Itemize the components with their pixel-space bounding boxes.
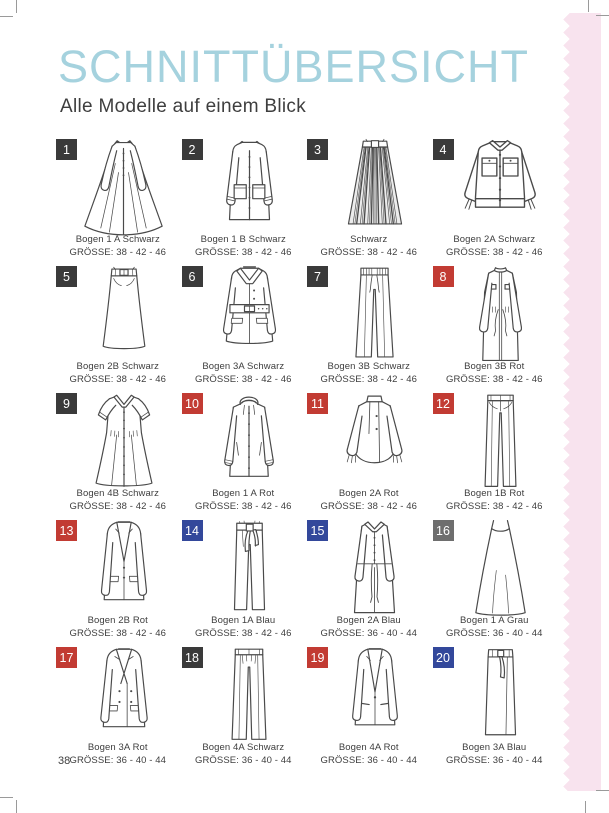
strip-fill — [571, 13, 601, 791]
page-number: 38 — [58, 755, 71, 767]
item-number-badge: 9 — [56, 393, 77, 414]
garment-figure — [444, 265, 558, 367]
pattern-item — [55, 265, 181, 392]
crop-mark — [0, 16, 13, 17]
item-caption-size: GRÖSSE: 38 - 42 - 46 — [69, 246, 166, 258]
double-breasted-blazer-drawing — [79, 646, 169, 730]
aline-skirt-drawing — [79, 265, 169, 353]
straight-coat-drawing — [203, 138, 296, 224]
hooded-coat-drawing — [203, 392, 295, 480]
item-number-badge: 17 — [56, 647, 77, 668]
item-caption-name: Bogen 4A Rot — [338, 742, 399, 753]
pattern-item — [432, 646, 558, 773]
item-caption-name: Bogen 2A Rot — [338, 488, 399, 499]
item-number-badge: 15 — [307, 520, 328, 541]
item-caption-name: Bogen 1B Rot — [464, 488, 525, 499]
pencil-skirt-drawing — [455, 646, 546, 738]
pattern-item — [306, 646, 432, 773]
garment-figure — [318, 265, 432, 367]
pattern-item — [306, 392, 432, 519]
stand-collar-shirt-drawing — [328, 392, 421, 466]
item-caption-name: Bogen 3B Schwarz — [327, 361, 410, 372]
garment-figure — [67, 392, 181, 494]
one-button-blazer-drawing — [330, 646, 420, 728]
item-caption-name: Bogen 3A Schwarz — [202, 361, 285, 372]
item-number-badge: 7 — [307, 266, 328, 287]
item-caption-size: GRÖSSE: 38 - 42 - 46 — [445, 373, 543, 385]
garment-figure — [193, 519, 307, 621]
pattern-item — [55, 392, 181, 519]
pattern-item — [306, 265, 432, 392]
pattern-item — [306, 519, 432, 646]
item-caption-size: GRÖSSE: 36 - 40 - 44 — [320, 627, 417, 639]
crop-mark — [585, 801, 586, 813]
pattern-item — [55, 519, 181, 646]
two-button-blazer-drawing — [79, 519, 169, 603]
item-caption-name: Bogen 3A Rot — [87, 742, 148, 753]
item-caption-name: Schwarz — [350, 234, 388, 245]
item-number-badge: 12 — [433, 393, 454, 414]
item-caption-name: Bogen 1 A Schwarz — [75, 234, 160, 245]
pattern-item — [432, 265, 558, 392]
item-caption-size: GRÖSSE: 38 - 42 - 46 — [445, 246, 543, 258]
belted-jacket-drawing — [204, 265, 295, 347]
item-caption-size: GRÖSSE: 38 - 42 - 46 — [69, 500, 166, 512]
item-caption-name: Bogen 2B Schwarz — [76, 361, 159, 372]
garment-figure — [318, 138, 432, 240]
item-number-badge: 11 — [307, 393, 328, 414]
pattern-item — [432, 138, 558, 265]
item-caption-size: GRÖSSE: 38 - 42 - 46 — [194, 373, 292, 385]
item-number-badge: 6 — [182, 266, 203, 287]
item-caption-name: Bogen 4A Schwarz — [202, 742, 285, 753]
pattern-item — [181, 392, 307, 519]
item-number-badge: 3 — [307, 139, 328, 160]
garment-figure — [444, 392, 558, 494]
zigzag-edge — [563, 13, 571, 791]
pattern-grid — [55, 138, 557, 773]
crop-mark — [596, 790, 609, 791]
item-number-badge: 10 — [182, 393, 203, 414]
pleated-skirt-drawing — [330, 138, 420, 228]
item-caption-size: GRÖSSE: 36 - 40 - 44 — [445, 627, 543, 639]
drawstring-coat-drawing — [455, 265, 546, 365]
item-caption-name: Bogen 1 B Schwarz — [200, 234, 286, 245]
garment-figure — [67, 138, 181, 240]
item-number-badge: 16 — [433, 520, 454, 541]
item-caption-size: GRÖSSE: 36 - 40 - 44 — [320, 754, 417, 766]
item-caption-size: GRÖSSE: 38 - 42 - 46 — [320, 500, 417, 512]
garment-figure — [318, 519, 432, 621]
item-number-badge: 20 — [433, 647, 454, 668]
pattern-item — [181, 646, 307, 773]
shirtdress-drawing — [328, 519, 421, 617]
garment-figure — [444, 519, 558, 621]
page-subtitle: Alle Modelle auf einem Blick — [60, 96, 307, 117]
item-caption-name: Bogen 1 A Rot — [212, 488, 275, 499]
item-caption-size: GRÖSSE: 38 - 42 - 46 — [320, 373, 417, 385]
slip-dress-drawing — [454, 519, 547, 619]
pattern-item — [181, 265, 307, 392]
crop-mark — [16, 0, 17, 13]
fabric-edge-strip — [563, 13, 601, 791]
pattern-item — [432, 392, 558, 519]
item-caption-size: GRÖSSE: 36 - 40 - 44 — [445, 754, 543, 766]
garment-figure — [444, 646, 558, 748]
item-caption-size: GRÖSSE: 38 - 42 - 46 — [320, 246, 417, 258]
pattern-item — [55, 138, 181, 265]
item-number-badge: 14 — [182, 520, 203, 541]
pattern-item — [181, 519, 307, 646]
item-number-badge: 5 — [56, 266, 77, 287]
item-caption-name: Bogen 3B Rot — [464, 361, 525, 372]
crop-mark — [596, 15, 609, 16]
drawstring-pants-drawing — [329, 265, 420, 361]
garment-figure — [318, 646, 432, 748]
short-sleeve-dress-drawing — [78, 392, 170, 490]
item-caption-name: Bogen 2A Blau — [336, 615, 401, 626]
garment-figure — [67, 519, 181, 621]
item-caption-name: Bogen 2B Rot — [87, 615, 148, 626]
flared-maxi-dress-drawing — [78, 138, 169, 238]
crop-mark — [16, 800, 17, 813]
item-number-badge: 19 — [307, 647, 328, 668]
item-caption-size: GRÖSSE: 38 - 42 - 46 — [194, 627, 292, 639]
crop-mark — [588, 0, 589, 12]
item-number-badge: 13 — [56, 520, 77, 541]
garment-figure — [193, 646, 307, 748]
garment-figure — [444, 138, 558, 240]
straight-pants-drawing — [455, 392, 546, 490]
item-caption-size: GRÖSSE: 36 - 40 - 44 — [194, 754, 292, 766]
item-caption-size: GRÖSSE: 38 - 42 - 46 — [69, 373, 166, 385]
pattern-item — [306, 138, 432, 265]
garment-figure — [318, 392, 432, 494]
item-caption-name: Bogen 3A Blau — [462, 742, 527, 753]
item-number-badge: 18 — [182, 647, 203, 668]
item-number-badge: 8 — [433, 266, 454, 287]
item-caption-size: GRÖSSE: 38 - 42 - 46 — [194, 246, 292, 258]
pattern-item — [432, 519, 558, 646]
item-caption-size: GRÖSSE: 38 - 42 - 46 — [69, 627, 166, 639]
pleated-pants-drawing — [203, 646, 295, 743]
pattern-item — [55, 646, 181, 773]
garment-figure — [67, 646, 181, 748]
page-title: SCHNITTÜBERSICHT — [58, 41, 530, 92]
item-caption-name: Bogen 1A Blau — [211, 615, 276, 626]
item-number-badge: 2 — [182, 139, 203, 160]
item-number-badge: 1 — [56, 139, 77, 160]
garment-figure — [193, 392, 307, 494]
item-caption-size: GRÖSSE: 36 - 40 - 44 — [69, 754, 166, 766]
item-caption-name: Bogen 1 A Grau — [460, 615, 529, 626]
item-number-badge: 4 — [433, 139, 454, 160]
boxy-jacket-drawing — [447, 138, 553, 214]
item-caption-size: GRÖSSE: 38 - 42 - 46 — [194, 500, 292, 512]
garment-figure — [67, 265, 181, 367]
tie-waist-pants-drawing — [204, 519, 295, 613]
pattern-item — [181, 138, 307, 265]
item-caption-name: Bogen 2A Schwarz — [453, 234, 536, 245]
item-caption-name: Bogen 4B Schwarz — [76, 488, 159, 499]
garment-figure — [193, 265, 307, 367]
garment-figure — [193, 138, 307, 240]
crop-mark — [0, 797, 13, 798]
item-caption-size: GRÖSSE: 38 - 42 - 46 — [445, 500, 543, 512]
